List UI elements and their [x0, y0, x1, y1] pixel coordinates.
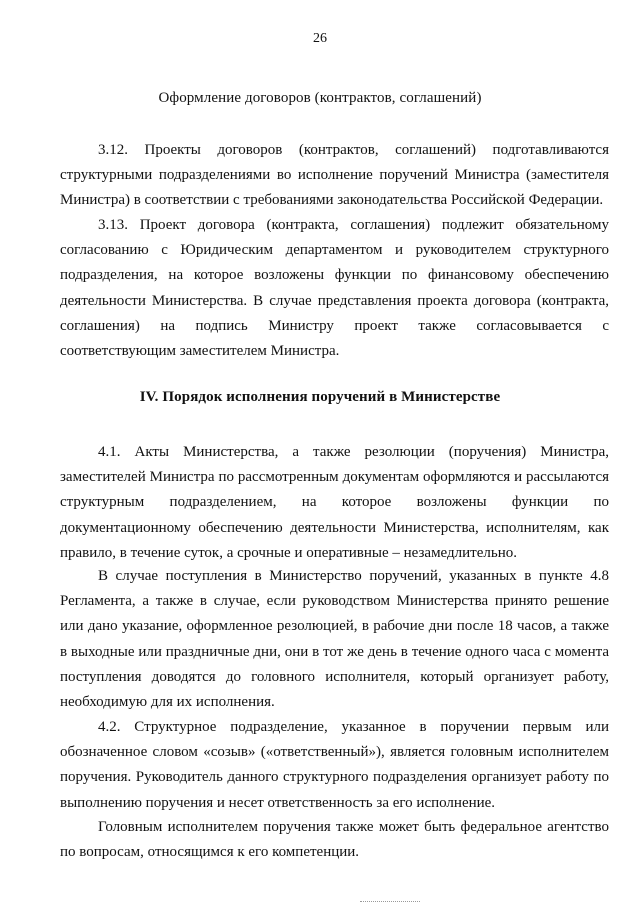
- paragraph-4-1: 4.1. Акты Министерства, а также резолюции (поручения) Министра, заместителей Министра по рассмотренным документам оформляются и рассылаются структурным подразделением, на которое возложены функции по документационному обеспечению деятельности Министерства, исполнителям, как правило, в течение суток, а срочные и оперативные – незамедлительно.: [60, 444, 609, 561]
- paragraph-4-1-continued: В случае поступления в Министерство поручений, указанных в пункте 4.8 Регламента, а также в случае, если руководством Министерства принято решение или дано указание, оформленное резолюцией, в рабочие дни после 18 часов, а также в выходные или праздничные дни, они в тот же день в течение одного часа с момента поступления доводятся до головного исполнителя, который организует работу, необходимую для их исполнения.: [60, 568, 609, 711]
- page-edge-mark: [360, 901, 420, 903]
- paragraph-3-12: 3.12. Проекты договоров (контрактов, соглашений) подготавливаются структурными подразделениями во исполнение поручений Министра (заместителя Министра) в соответствии с требованиями законодательства Российской Федерации.: [60, 142, 609, 209]
- paragraph-4-2: 4.2. Структурное подразделение, указанное в поручении первым или обозначенное словом «созыв» («ответственный»), является головным исполнителем поручения. Руководитель данного структурного подразделения организует работу по выполнению поручения и несет ответственность за его исполнение.: [60, 719, 609, 811]
- section-heading-iv: IV. Порядок исполнения поручений в Министерстве: [139, 389, 501, 405]
- paragraph-3-13: 3.13. Проект договора (контракта, соглашения) подлежит обязательному согласованию с Юридическим департаментом и руководителем структурного подразделения, на которое возложены функции по финансовому обеспечению деятельности Министерства. В случае представления проекта договора (контракта, соглашения) на подпись Министру проект также согласовывается с соответствующим заместителем Министра.: [60, 217, 609, 360]
- paragraph-4-2-continued: Головным исполнителем поручения также может быть федеральное агентство по вопросам, относящимся к его компетенции.: [60, 819, 609, 861]
- page-number: 26: [313, 31, 327, 46]
- section-heading-contracts: Оформление договоров (контрактов, соглашений): [158, 90, 482, 106]
